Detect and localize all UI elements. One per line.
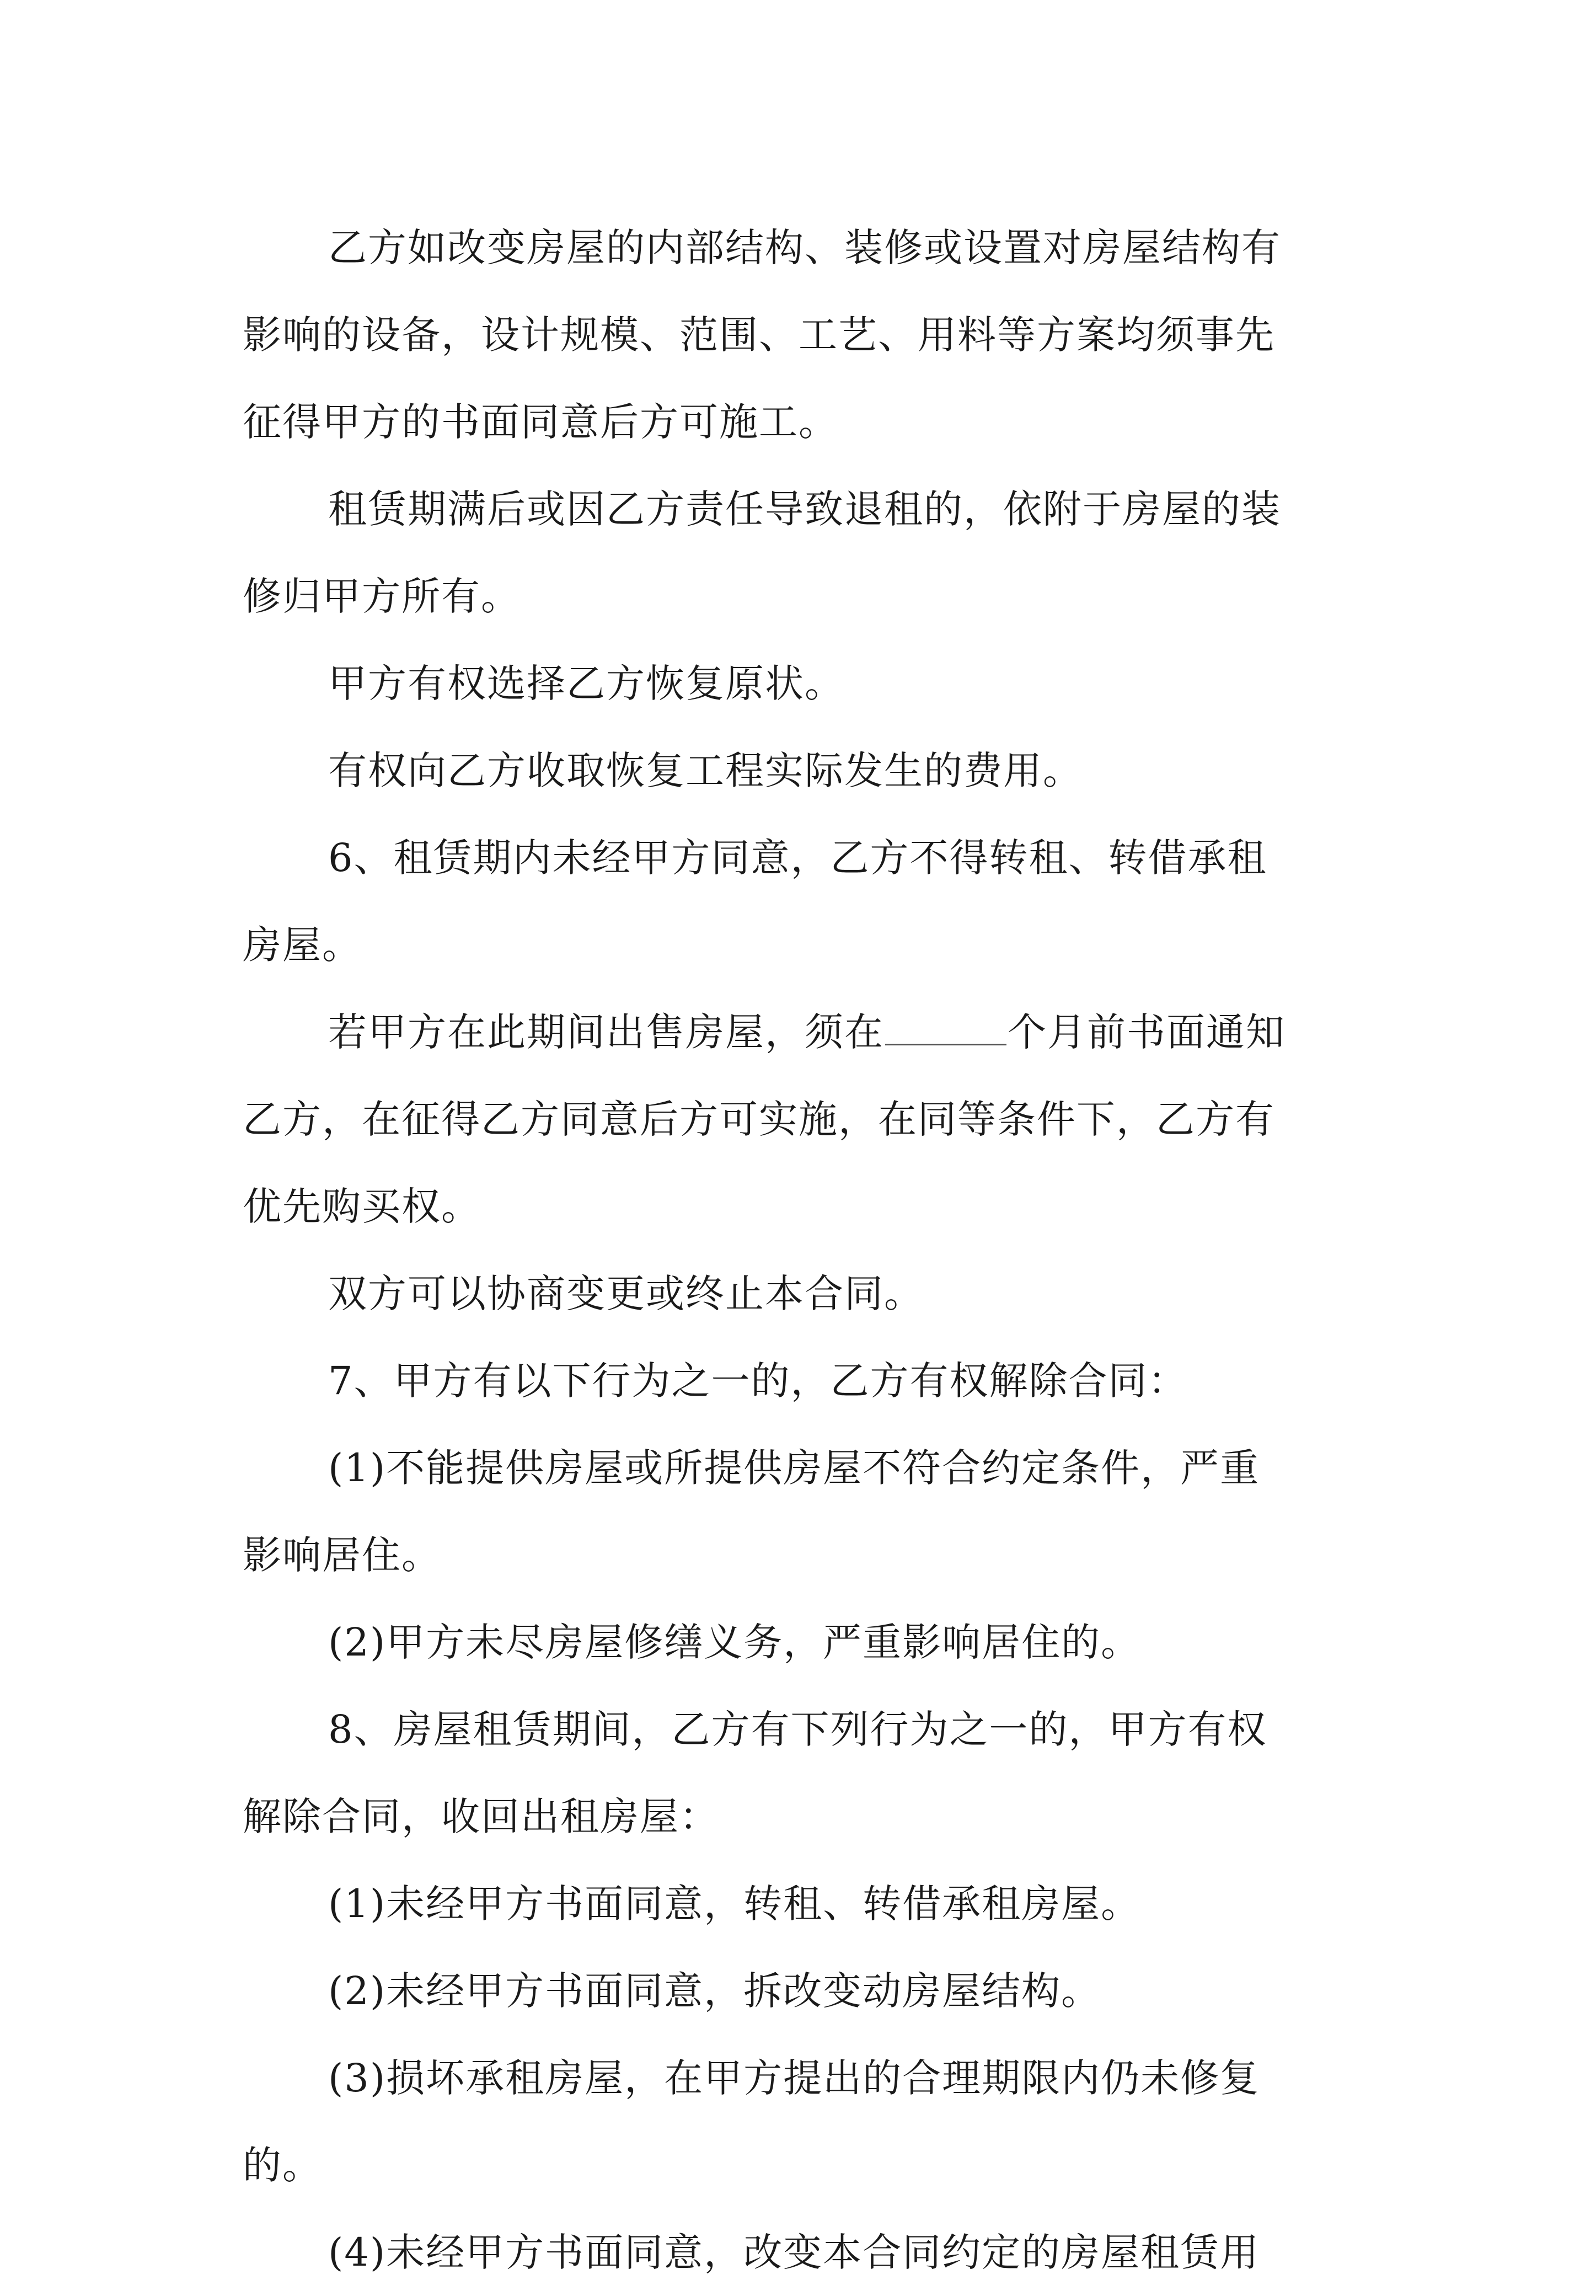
line-text: 乙方，在征得乙方同意后方可实施，在同等条件下，乙方有 [243, 1097, 1275, 1142]
line-text: 房屋。 [243, 922, 362, 968]
line-text: 优先购买权。 [243, 1184, 481, 1229]
line-text: 修归甲方所有。 [243, 574, 521, 619]
paragraph-line [243, 1686, 1362, 1773]
paragraph-line [243, 727, 1362, 814]
line-text: (1)未经甲方书面同意，转租、转借承租房屋。 [328, 1881, 1141, 1926]
line-text: (2)甲方未尽房屋修缮义务，严重影响居住的。 [328, 1620, 1141, 1665]
line-text: 若甲方在此期间出售房屋，须在 [328, 1010, 884, 1055]
line-text: 影响的设备，设计规模、范围、工艺、用料等方案均须事先 [243, 312, 1275, 357]
line-text: (1)不能提供房屋或所提供房屋不符合约定条件，严重 [328, 1445, 1260, 1491]
paragraph-line [243, 1512, 1362, 1599]
paragraph-line [243, 1337, 1362, 1424]
paragraph-line [243, 2035, 1362, 2122]
paragraph-line [243, 989, 1362, 1076]
line-text: 乙方如改变房屋的内部结构、装修或设置对房屋结构有 [328, 225, 1281, 270]
paragraph-line [243, 204, 1362, 291]
paragraph-line [243, 1163, 1362, 1250]
paragraph-line [243, 291, 1362, 378]
line-text: 租赁期满后或因乙方责任导致退租的，依附于房屋的装 [328, 487, 1281, 532]
paragraph-line [243, 553, 1362, 640]
paragraph-line [243, 1424, 1362, 1512]
line-text: 个月前书面通知 [1008, 1010, 1286, 1055]
paragraph-line [243, 1860, 1362, 1947]
paragraph-line [243, 2209, 1362, 2296]
line-text: 6、租赁期内未经甲方同意，乙方不得转租、转借承租 [328, 835, 1267, 880]
line-text: 甲方有权选择乙方恢复原状。 [328, 661, 844, 706]
paragraph-line [243, 640, 1362, 727]
line-text: 8、房屋租赁期间，乙方有下列行为之一的，甲方有权 [328, 1707, 1267, 1752]
contract-text [243, 204, 1362, 2296]
line-text: 解除合同，收回出租房屋： [243, 1794, 719, 1839]
paragraph-line [243, 466, 1362, 553]
paragraph-line [243, 1947, 1362, 2035]
line-text: 有权向乙方收取恢复工程实际发生的费用。 [328, 748, 1083, 793]
paragraph-line [243, 814, 1362, 901]
paragraph-line [243, 1076, 1362, 1163]
line-text: 双方可以协商变更或终止本合同。 [328, 1271, 924, 1316]
paragraph-line [243, 1773, 1362, 1860]
line-text: 的。 [243, 2143, 322, 2188]
paragraph-line [243, 901, 1362, 989]
line-text: (4)未经甲方书面同意，改变本合同约定的房屋租赁用 [328, 2230, 1260, 2275]
paragraph-line [243, 378, 1362, 466]
paragraph-line [243, 1250, 1362, 1337]
line-text: (2)未经甲方书面同意，拆改变动房屋结构。 [328, 1968, 1101, 2014]
line-text: 征得甲方的书面同意后方可施工。 [243, 399, 838, 445]
line-text: 影响居住。 [243, 1533, 441, 1578]
line-text: (3)损坏承租房屋，在甲方提出的合理期限内仍未修复 [328, 2055, 1260, 2101]
paragraph-line [243, 2122, 1362, 2209]
line-text: 7、甲方有以下行为之一的，乙方有权解除合同： [328, 1358, 1188, 1403]
fill-in-blank [885, 1010, 1006, 1045]
paragraph-line [243, 1599, 1362, 1686]
